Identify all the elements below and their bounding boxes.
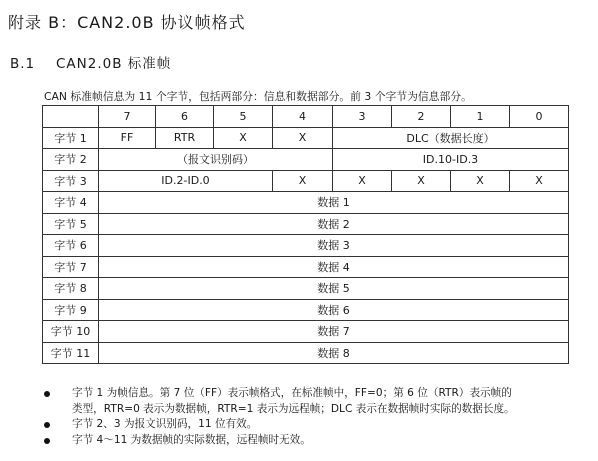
rtr-cell: RTR bbox=[156, 127, 214, 149]
corner-cell bbox=[43, 106, 99, 128]
note-text: 字节 1 为帧信息。第 7 位（FF）表示帧格式，在标准帧中，FF=0；第 6 位（RTR）表示帧的 bbox=[72, 387, 512, 399]
section-number: B.1 bbox=[10, 56, 36, 72]
table-row bbox=[43, 256, 569, 278]
bullet-icon bbox=[44, 438, 50, 444]
bit-header: 3 bbox=[333, 106, 392, 128]
reserved-cell: X bbox=[510, 170, 569, 192]
note-item bbox=[44, 386, 515, 417]
notes-list bbox=[44, 386, 515, 448]
byte-label: 字节 10 bbox=[43, 321, 99, 343]
data-cell: 数据 3 bbox=[99, 235, 569, 257]
table-row bbox=[43, 170, 569, 192]
note-text: 类型，RTR=0 表示为数据帧，RTR=1 表示为远程帧；DLC 表示在数据帧时实际的数据长度。 bbox=[72, 402, 515, 415]
table-row bbox=[43, 127, 569, 149]
byte-label: 字节 3 bbox=[43, 170, 99, 192]
reserved-cell: X bbox=[273, 127, 333, 149]
byte-label: 字节 1 bbox=[43, 127, 99, 149]
note-item bbox=[44, 433, 515, 449]
reserved-cell: X bbox=[333, 170, 392, 192]
id-description-cell: （报文识别码） bbox=[99, 149, 333, 171]
byte-label: 字节 9 bbox=[43, 299, 99, 321]
bullet-icon bbox=[44, 391, 50, 397]
appendix-title: 附录 B：CAN2.0B 协议帧格式 bbox=[8, 13, 246, 32]
section-heading bbox=[10, 52, 171, 72]
bullet-icon bbox=[44, 422, 50, 428]
bit-header: 4 bbox=[273, 106, 333, 128]
bit-header: 1 bbox=[451, 106, 510, 128]
table-row bbox=[43, 192, 569, 214]
byte-label: 字节 2 bbox=[43, 149, 99, 171]
id-low-cell: ID.2-ID.0 bbox=[99, 170, 273, 192]
byte-label: 字节 8 bbox=[43, 278, 99, 300]
bit-header: 5 bbox=[214, 106, 273, 128]
data-cell: 数据 4 bbox=[99, 256, 569, 278]
table-row bbox=[43, 213, 569, 235]
table-row bbox=[43, 299, 569, 321]
id-high-cell: ID.10-ID.3 bbox=[333, 149, 569, 171]
note-item bbox=[44, 417, 515, 433]
data-cell: 数据 1 bbox=[99, 192, 569, 214]
byte-label: 字节 5 bbox=[43, 213, 99, 235]
reserved-cell: X bbox=[214, 127, 273, 149]
data-cell: 数据 7 bbox=[99, 321, 569, 343]
data-cell: 数据 5 bbox=[99, 278, 569, 300]
data-cell: 数据 2 bbox=[99, 213, 569, 235]
table-row bbox=[43, 235, 569, 257]
table-caption: CAN 标准帧信息为 11 个字节，包括两部分：信息和数据部分。前 3 个字节为信息部分。 bbox=[44, 90, 472, 103]
byte-label: 字节 4 bbox=[43, 192, 99, 214]
section-title: CAN2.0B 标准帧 bbox=[56, 56, 172, 72]
note-text: 字节 4～11 为数据帧的实际数据，远程帧时无效。 bbox=[72, 433, 311, 446]
reserved-cell: X bbox=[392, 170, 451, 192]
byte-label: 字节 6 bbox=[43, 235, 99, 257]
table-row bbox=[43, 149, 569, 171]
data-cell: 数据 8 bbox=[99, 342, 569, 364]
bit-header: 0 bbox=[510, 106, 569, 128]
table-row bbox=[43, 278, 569, 300]
byte-label: 字节 11 bbox=[43, 342, 99, 364]
table-row bbox=[43, 342, 569, 364]
reserved-cell: X bbox=[451, 170, 510, 192]
byte-label: 字节 7 bbox=[43, 256, 99, 278]
dlc-cell: DLC（数据长度） bbox=[333, 127, 569, 149]
bit-header: 6 bbox=[156, 106, 214, 128]
frame-format-table bbox=[42, 105, 569, 364]
bit-header-row bbox=[43, 106, 569, 128]
note-text: 字节 2、3 为报文识别码，11 位有效。 bbox=[72, 418, 258, 430]
reserved-cell: X bbox=[273, 170, 333, 192]
bit-header: 7 bbox=[99, 106, 156, 128]
table-row bbox=[43, 321, 569, 343]
data-cell: 数据 6 bbox=[99, 299, 569, 321]
ff-cell: FF bbox=[99, 127, 156, 149]
bit-header: 2 bbox=[392, 106, 451, 128]
